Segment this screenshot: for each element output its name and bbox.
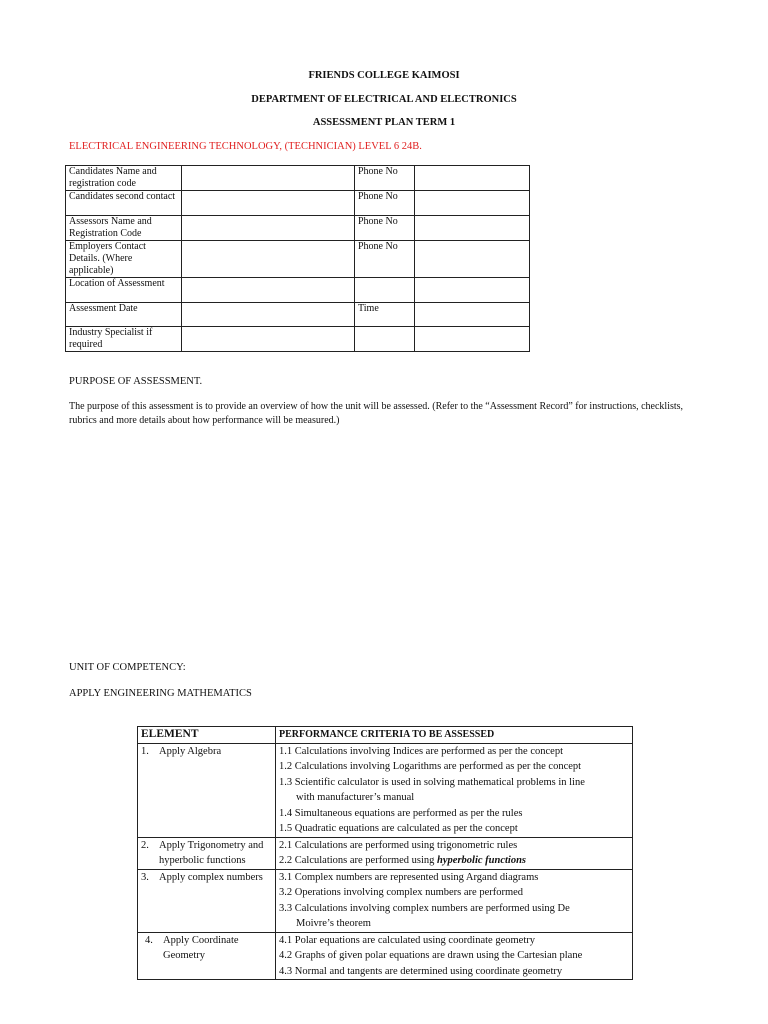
criteria-item: 4.2 Graphs of given polar equations are drawn using the Cartesian plane [279, 950, 583, 961]
college-title: FRIENDS COLLEGE KAIMOSI [308, 70, 460, 81]
element-label: Apply complex numbers [159, 871, 263, 883]
info-row [66, 191, 530, 216]
purpose-text: The purpose of this assessment is to provide an overview of how the unit will be assessed. (Refer to the “Assessment Record” for instructions, checklists, rubrics and more details about how performance will be measured.) [69, 401, 684, 426]
department-title: DEPARTMENT OF ELECTRICAL AND ELECTRONICS [251, 94, 517, 105]
element-column-header: ELEMENT [138, 727, 276, 744]
element-number: 1. [141, 745, 149, 757]
info-row [66, 303, 530, 327]
criteria-cell [276, 837, 633, 869]
info-phone-value[interactable] [415, 303, 530, 327]
info-label: Assessment Date [66, 303, 182, 327]
unit-heading: UNIT OF COMPETENCY: [69, 662, 186, 673]
info-value[interactable] [182, 327, 355, 352]
element-cell [138, 932, 276, 980]
criteria-column-header: PERFORMANCE CRITERIA TO BE ASSESSED [276, 727, 633, 744]
info-label: Candidates Name and registration code [66, 166, 182, 191]
plan-title: ASSESSMENT PLAN TERM 1 [312, 117, 456, 128]
criteria-item: 3.3 Calculations involving complex numbers are performed using De [279, 902, 570, 914]
criteria-row [138, 837, 633, 869]
element-label: Apply Algebra [159, 745, 222, 757]
info-phone-value[interactable] [415, 216, 530, 241]
info-value[interactable] [182, 241, 355, 278]
element-number: 3. [141, 871, 149, 883]
info-phone-value[interactable] [415, 278, 530, 303]
element-cell [138, 869, 276, 932]
element-number: 4. [145, 934, 153, 946]
info-value[interactable] [182, 278, 355, 303]
criteria-item: 2.1 Calculations are performed using trigonometric rules [279, 839, 518, 851]
criteria-item: 1.1 Calculations involving Indices are performed as per the concept [279, 745, 563, 757]
criteria-cell [276, 743, 633, 837]
info-row [66, 278, 530, 303]
info-row [66, 241, 530, 278]
purpose-heading: PURPOSE OF ASSESSMENT. [69, 376, 203, 387]
info-row [66, 166, 530, 191]
criteria-item: 1.5 Quadratic equations are calculated as per the concept [279, 823, 518, 834]
criteria-item: 3.1 Complex numbers are represented using Argand diagrams [279, 871, 539, 883]
info-phone-value[interactable] [415, 241, 530, 278]
info-row [66, 327, 530, 352]
info-phone-value[interactable] [415, 327, 530, 352]
info-label: Location of Assessment [66, 278, 182, 303]
criteria-item: 3.2 Operations involving complex numbers are performed [279, 887, 524, 898]
info-phone-label: Time [355, 303, 415, 327]
criteria-row [138, 743, 633, 837]
criteria-item: Moivre’s theorem [296, 918, 371, 929]
info-label: Candidates second contact [66, 191, 182, 216]
info-label: Industry Specialist if required [66, 327, 182, 352]
criteria-item-text: 2.2 Calculations are performed using [279, 855, 438, 866]
info-phone-label: Phone No [355, 191, 415, 216]
info-value[interactable] [182, 166, 355, 191]
candidate-info-table [65, 165, 530, 352]
element-number: 2. [141, 839, 149, 851]
course-title: ELECTRICAL ENGINEERING TECHNOLOGY, (TECHNICIAN) LEVEL 6 24B. [69, 141, 422, 152]
criteria-table [137, 726, 633, 980]
info-phone-label [355, 278, 415, 303]
info-value[interactable] [182, 216, 355, 241]
info-row [66, 216, 530, 241]
info-phone-label [355, 327, 415, 352]
info-phone-value[interactable] [415, 166, 530, 191]
criteria-item [279, 853, 629, 869]
element-label: Apply Coordinate Geometry [163, 934, 239, 961]
unit-name: APPLY ENGINEERING MATHEMATICS [69, 688, 252, 699]
criteria-row [138, 932, 633, 980]
criteria-row [138, 869, 633, 932]
info-value[interactable] [182, 303, 355, 327]
element-cell [138, 837, 276, 869]
criteria-item-emphasis: hyperbolic functions [437, 855, 527, 866]
criteria-header-row [138, 727, 633, 744]
criteria-item: 1.4 Simultaneous equations are performed as per the rules [279, 807, 523, 819]
info-phone-label: Phone No [355, 166, 415, 191]
criteria-cell [276, 869, 633, 932]
criteria-cell [276, 932, 633, 980]
element-label: Apply Trigonometry and hyperbolic functions [159, 839, 264, 866]
info-label: Employers Contact Details. (Where applicable) [66, 241, 182, 278]
element-cell [138, 743, 276, 837]
criteria-item: 1.2 Calculations involving Logarithms are performed as per the concept [279, 761, 582, 772]
info-label: Assessors Name and Registration Code [66, 216, 182, 241]
criteria-item: 4.3 Normal and tangents are determined using coordinate geometry [279, 965, 563, 977]
criteria-item: 1.3 Scientific calculator is used in solving mathematical problems in line [279, 776, 585, 788]
info-value[interactable] [182, 191, 355, 216]
criteria-item: with manufacturer’s manual [296, 792, 415, 803]
info-phone-label: Phone No [355, 216, 415, 241]
criteria-item: 4.1 Polar equations are calculated using coordinate geometry [279, 934, 535, 946]
info-phone-label: Phone No [355, 241, 415, 278]
info-phone-value[interactable] [415, 191, 530, 216]
